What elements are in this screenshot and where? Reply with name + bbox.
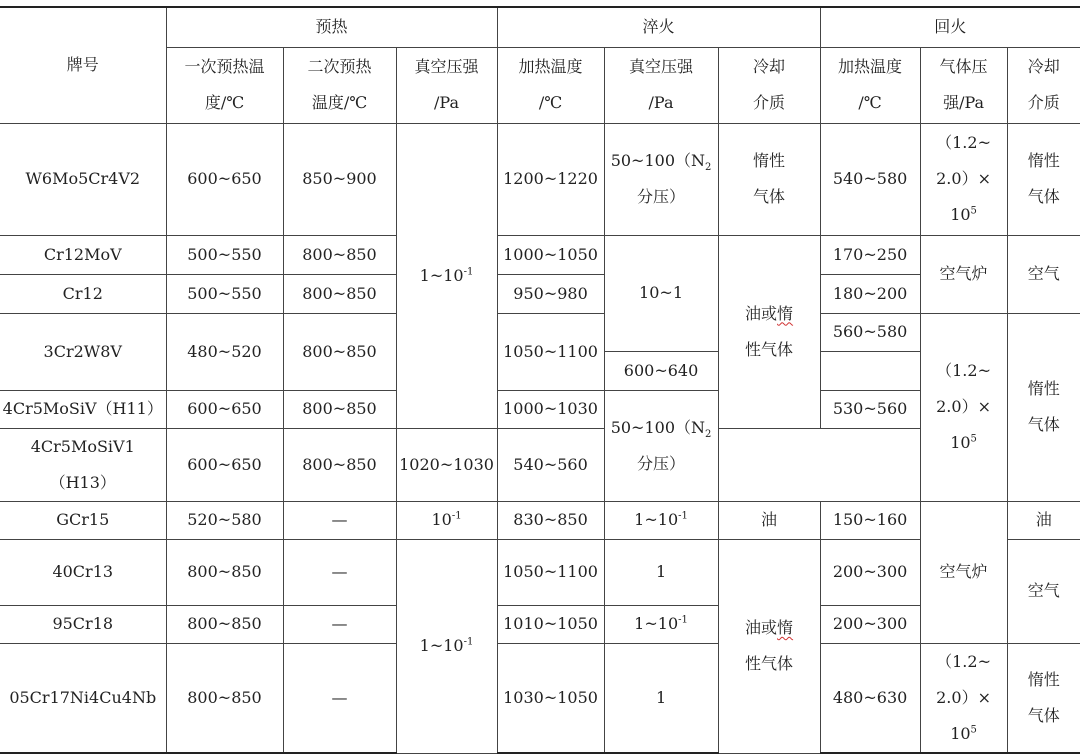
temper-temp-cell: 480~630 — [820, 643, 920, 753]
temper-temp-cell: 170~250 — [820, 235, 920, 274]
table-row — [0, 235, 1080, 274]
preheat1-cell: 600~650 — [166, 123, 283, 235]
quench-temp-cell: 830~850 — [497, 501, 604, 539]
grade-cell: W6Mo5Cr4V2 — [0, 123, 166, 235]
preheat2-cell: 850~900 — [283, 123, 396, 235]
table-row — [0, 274, 1080, 313]
quench-temp-cell: 1020~1030 — [396, 428, 497, 501]
header-grade: 牌号 — [0, 7, 166, 123]
header-preheat-2: 二次预热 温度/℃ — [283, 47, 396, 123]
grade-cell: GCr15 — [0, 501, 166, 539]
temper-temp-cell: 200~300 — [820, 539, 920, 605]
preheat2-cell: — — [283, 501, 396, 539]
header-temper-gas: 气体压 强/Pa — [920, 47, 1007, 123]
temper-temp-cell: 600~640 — [604, 351, 718, 390]
preheat2-cell: — — [283, 605, 396, 643]
preheat1-cell: 600~650 — [166, 428, 283, 501]
header-preheat-1: 一次预热温 度/℃ — [166, 47, 283, 123]
quench-cool-cell: 油 — [718, 501, 820, 539]
table-row — [0, 313, 1080, 351]
quench-temp-cell: 1050~1100 — [497, 539, 604, 605]
preheat1-cell: 600~650 — [166, 390, 283, 428]
grade-cell: 3Cr2W8V — [0, 313, 166, 390]
quench-temp-cell: 1200~1220 — [497, 123, 604, 235]
vacuum-cell-a: $1\sim 10^{-1}$ — [396, 123, 497, 428]
table-row — [0, 605, 1080, 643]
table-row — [0, 501, 1080, 539]
temper-cool-cell: 惰性 气体 — [1007, 313, 1080, 501]
temper-cool-cell: 空气 — [1007, 539, 1080, 643]
header-vacuum: 真空压强 /Pa — [396, 47, 497, 123]
preheat2-cell: — — [283, 643, 396, 753]
table-row — [0, 428, 1080, 501]
quench-vacuum-cell: $50\sim 100(N_2$ 分压） — [604, 123, 718, 235]
table-row — [0, 539, 1080, 605]
grade-cell: 95Cr18 — [0, 605, 166, 643]
quench-temp-cell: 1030~1050 — [497, 643, 604, 753]
quench-temp-cell: 1000~1050 — [497, 235, 604, 274]
preheat1-cell: 500~550 — [166, 235, 283, 274]
header-quench-cool: 冷却 介质 — [718, 47, 820, 123]
vacuum-cell-b: $1\sim 10^{-1}$ — [396, 539, 497, 753]
preheat2-cell: 800~850 — [283, 274, 396, 313]
temper-gas-cell: 空气炉 — [920, 501, 1007, 643]
quench-cool-cell: 惰性 气体 — [718, 123, 820, 235]
temper-temp-cell: 200~300 — [820, 605, 920, 643]
quench-temp-cell: 1000~1030 — [497, 390, 604, 428]
temper-gas-cell: （1.2~ 2.0）× $10^5$ — [920, 123, 1007, 235]
quench-vacuum-cell: 1 — [604, 643, 718, 753]
preheat1-cell: 800~850 — [166, 605, 283, 643]
heat-treatment-table — [0, 6, 1080, 754]
quench-cool-cell: 油或惰 性气体 — [718, 235, 820, 428]
temper-gas-cell: 空气炉 — [920, 235, 1007, 313]
preheat1-cell: 520~580 — [166, 501, 283, 539]
header-temper-temp: 加热温度 /℃ — [820, 47, 920, 123]
grade-cell: 40Cr13 — [0, 539, 166, 605]
temper-temp-cell: 530~560 — [820, 390, 920, 428]
table-row — [0, 123, 1080, 235]
quench-vacuum-cell: $1\sim 10^{-1}$ — [604, 605, 718, 643]
temper-temp-cell: 560~580 — [820, 313, 920, 351]
preheat1-cell: 500~550 — [166, 274, 283, 313]
preheat1-cell: 800~850 — [166, 643, 283, 753]
temper-temp-cell: 540~560 — [497, 428, 604, 501]
grade-cell: 4Cr5MoSiV（H11） — [0, 390, 166, 428]
quench-temp-cell: 1010~1050 — [497, 605, 604, 643]
preheat2-cell: 800~850 — [283, 428, 396, 501]
temper-gas-cell: （1.2~ 2.0）× $10^5$ — [920, 643, 1007, 753]
header-quench-temp: 加热温度 /℃ — [497, 47, 604, 123]
header-group-temper: 回火 — [820, 7, 1080, 47]
quench-temp-cell: 950~980 — [497, 274, 604, 313]
header-group-preheat: 预热 — [166, 7, 497, 47]
header-temper-cool: 冷却 介质 — [1007, 47, 1080, 123]
preheat2-cell: 800~850 — [283, 313, 396, 390]
quench-vacuum-cell: $1\sim 10^{-1}$ — [604, 501, 718, 539]
header-group-quench: 淬火 — [497, 7, 820, 47]
preheat1-cell: 480~520 — [166, 313, 283, 390]
temper-temp-cell: 540~580 — [820, 123, 920, 235]
temper-temp-cell: 150~160 — [820, 501, 920, 539]
vacuum-cell-gcr15: $10^{-1}$ — [396, 501, 497, 539]
quench-vacuum-cell: $50\sim 100(N_2$ 分压） — [604, 390, 718, 501]
temper-cool-cell: 油 — [1007, 501, 1080, 539]
grade-cell: Cr12MoV — [0, 235, 166, 274]
quench-temp-cell: 1050~1100 — [497, 313, 604, 390]
grade-cell: 4Cr5MoSiV1（H13） — [0, 428, 166, 501]
preheat2-cell: 800~850 — [283, 235, 396, 274]
grade-cell: Cr12 — [0, 274, 166, 313]
preheat1-cell: 800~850 — [166, 539, 283, 605]
preheat2-cell: 800~850 — [283, 390, 396, 428]
header-quench-vacuum: 真空压强 /Pa — [604, 47, 718, 123]
quench-cool-cell: 油或惰 性气体 — [718, 539, 820, 753]
preheat2-cell: — — [283, 539, 396, 605]
quench-vacuum-cell: 1 — [604, 539, 718, 605]
temper-cool-cell: 空气 — [1007, 235, 1080, 313]
temper-gas-cell: （1.2~ 2.0）× $10^5$ — [920, 313, 1007, 501]
temper-cool-cell: 惰性 气体 — [1007, 123, 1080, 235]
temper-temp-cell: 180~200 — [820, 274, 920, 313]
table-row — [0, 643, 1080, 753]
grade-cell: 05Cr17Ni4Cu4Nb — [0, 643, 166, 753]
quench-vacuum-cell: 10~1 — [604, 235, 718, 351]
table-row — [0, 390, 1080, 428]
temper-cool-cell: 惰性 气体 — [1007, 643, 1080, 753]
